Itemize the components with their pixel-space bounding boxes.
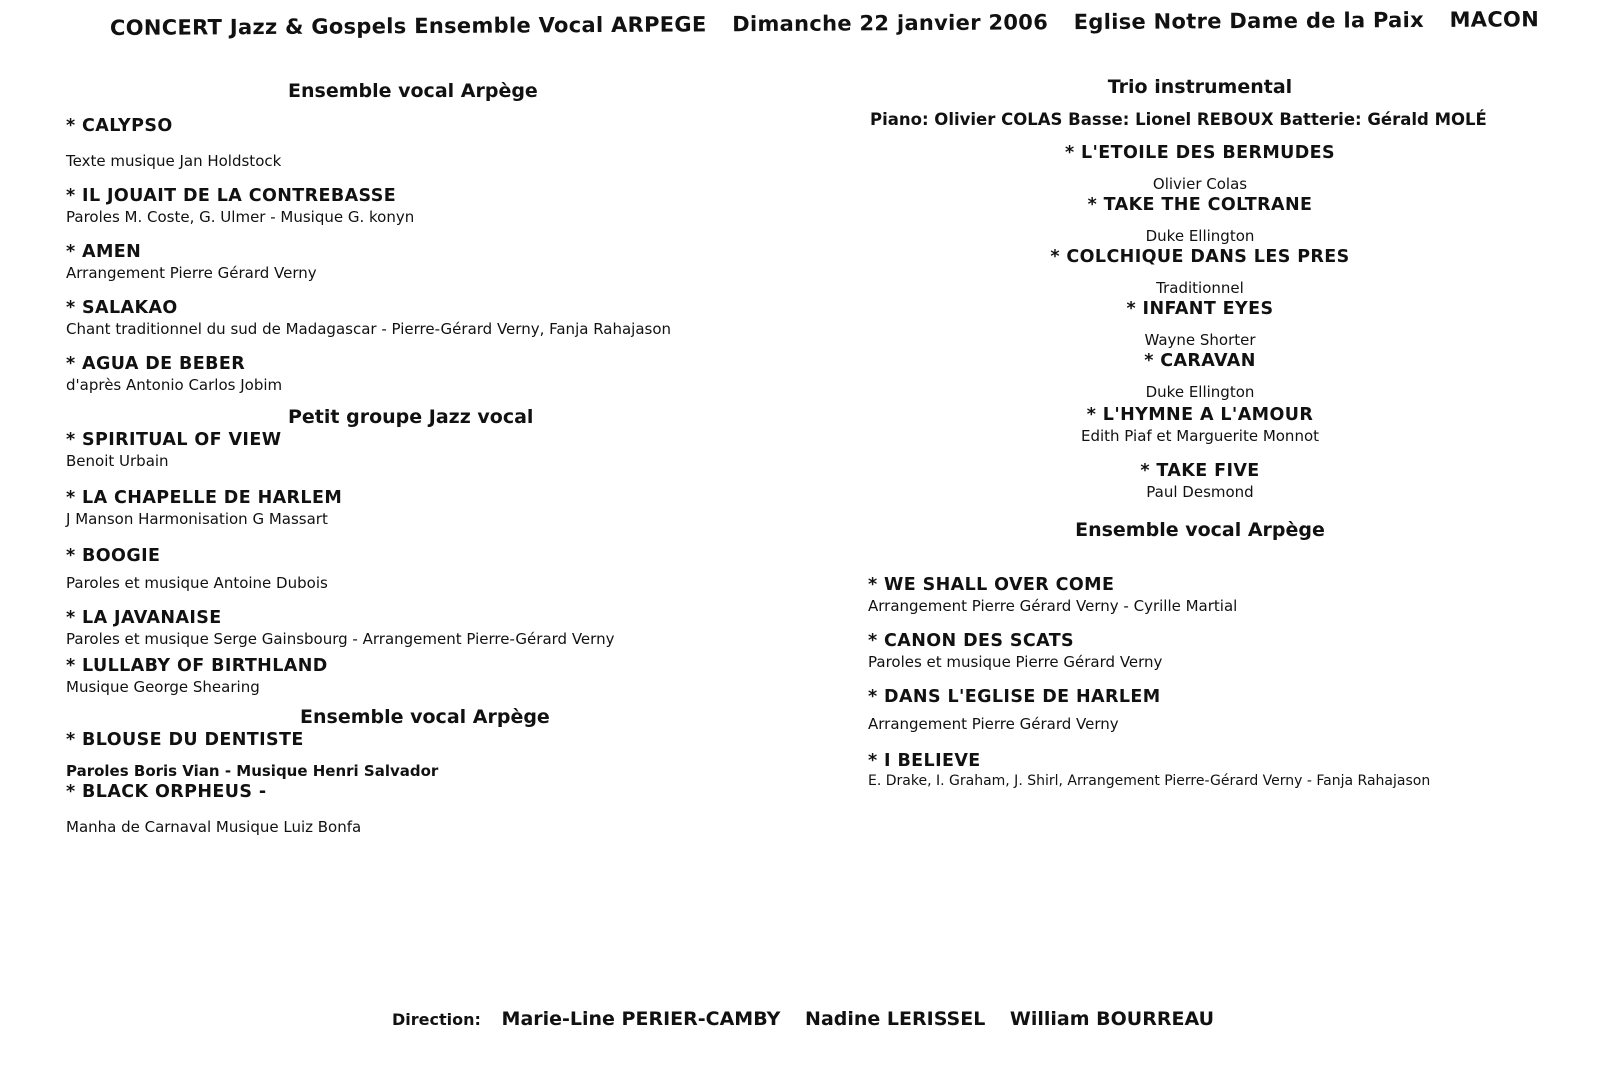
song-title: * DANS L'EGLISE DE HARLEM bbox=[868, 687, 1161, 707]
song-title: * L'HYMNE A L'AMOUR bbox=[1086, 405, 1314, 425]
song-title: * LA CHAPELLE DE HARLEM bbox=[66, 488, 343, 508]
song-credit: Arrangement Pierre Gérard Verny bbox=[66, 264, 317, 282]
section-title: Ensemble vocal Arpège bbox=[1075, 519, 1325, 541]
song-credit: Musique George Shearing bbox=[66, 678, 260, 696]
song-title: * LULLABY OF BIRTHLAND bbox=[66, 656, 328, 676]
song-title: * COLCHIQUE DANS LES PRES bbox=[1050, 247, 1350, 267]
song-credit: Benoit Urbain bbox=[66, 452, 169, 470]
song-credit: Manha de Carnaval Musique Luiz Bonfa bbox=[66, 818, 362, 836]
song-credit: Traditionnel bbox=[1156, 279, 1244, 297]
song-title: * CALYPSO bbox=[66, 116, 173, 136]
song-title: * CANON DES SCATS bbox=[868, 631, 1075, 651]
song-title: * I BELIEVE bbox=[868, 751, 981, 771]
section-title: Petit groupe Jazz vocal bbox=[288, 406, 534, 428]
song-credit: J Manson Harmonisation G Massart bbox=[66, 510, 328, 528]
song-credit: Paul Desmond bbox=[1146, 483, 1254, 501]
song-credit: d'après Antonio Carlos Jobim bbox=[66, 376, 283, 394]
song-credit: E. Drake, I. Graham, J. Shirl, Arrangement Pierre-Gérard Verny - Fanja Rahajason bbox=[868, 773, 1431, 789]
song-title: * AMEN bbox=[66, 242, 142, 262]
song-credit: Olivier Colas bbox=[1152, 175, 1248, 193]
song-title: * AGUA DE BEBER bbox=[66, 354, 246, 374]
song-credit: Chant traditionnel du sud de Madagascar - Pierre-Gérard Verny, Fanja Rahajason bbox=[66, 320, 672, 338]
song-title: * BLOUSE DU DENTISTE bbox=[66, 730, 304, 750]
song-credit: Paroles et musique Serge Gainsbourg - Arrangement Pierre-Gérard Verny bbox=[66, 630, 615, 648]
song-title: * TAKE FIVE bbox=[1140, 461, 1260, 481]
left-column bbox=[66, 78, 826, 836]
song-credit: Arrangement Pierre Gérard Verny bbox=[868, 715, 1119, 733]
section-title: Trio instrumental bbox=[1107, 76, 1293, 98]
song-credit: Wayne Shorter bbox=[1144, 331, 1256, 349]
song-credit: Paroles et musique Antoine Dubois bbox=[66, 574, 328, 592]
song-title: * INFANT EYES bbox=[1126, 299, 1274, 319]
song-title: * BLACK ORPHEUS - bbox=[66, 782, 267, 802]
section-title: Ensemble vocal Arpège bbox=[288, 80, 538, 102]
trio-musicians: Piano: Olivier COLAS Basse: Lionel REBOUX Batterie: Gérald MOLÉ bbox=[870, 110, 1487, 129]
right-column bbox=[870, 76, 1570, 789]
song-title: * IL JOUAIT DE LA CONTREBASSE bbox=[66, 186, 397, 206]
program-header bbox=[109, 7, 1540, 40]
song-title: * SPIRITUAL OF VIEW bbox=[66, 430, 282, 450]
song-title: * CARAVAN bbox=[1144, 351, 1256, 371]
song-credit: Paroles et musique Pierre Gérard Verny bbox=[868, 653, 1163, 671]
program-footer bbox=[392, 1008, 1232, 1030]
header-venue: Eglise Notre Dame de la Paix bbox=[1073, 7, 1425, 35]
song-credit: Edith Piaf et Marguerite Monnot bbox=[1080, 427, 1320, 445]
director-name: William BOURREAU bbox=[1009, 1008, 1215, 1030]
song-credit: Paroles M. Coste, G. Ulmer - Musique G. konyn bbox=[66, 208, 415, 226]
header-date: Dimanche 22 janvier 2006 bbox=[732, 10, 1049, 37]
song-title: * LA JAVANAISE bbox=[66, 608, 222, 628]
song-title: * TAKE THE COLTRANE bbox=[1087, 195, 1313, 215]
song-title: * BOOGIE bbox=[66, 546, 161, 566]
song-title: * WE SHALL OVER COME bbox=[868, 575, 1115, 595]
director-name: Nadine LERISSEL bbox=[805, 1008, 986, 1030]
header-city: MACON bbox=[1449, 7, 1540, 32]
director-name: Marie-Line PERIER-CAMBY bbox=[501, 1008, 781, 1030]
song-credit: Duke Ellington bbox=[1145, 227, 1255, 245]
song-credit: Texte musique Jan Holdstock bbox=[66, 152, 282, 170]
song-credit: Arrangement Pierre Gérard Verny - Cyrille Martial bbox=[868, 597, 1238, 615]
header-concert-title: CONCERT Jazz & Gospels Ensemble Vocal ARPEGE bbox=[109, 12, 707, 40]
direction-label: Direction: bbox=[392, 1010, 481, 1029]
song-credit: Duke Ellington bbox=[1145, 383, 1255, 401]
song-title: * SALAKAO bbox=[66, 298, 178, 318]
song-title: * L'ETOILE DES BERMUDES bbox=[1064, 143, 1336, 163]
section-title: Ensemble vocal Arpège bbox=[300, 706, 550, 728]
song-credit: Paroles Boris Vian - Musique Henri Salvador bbox=[66, 762, 439, 780]
